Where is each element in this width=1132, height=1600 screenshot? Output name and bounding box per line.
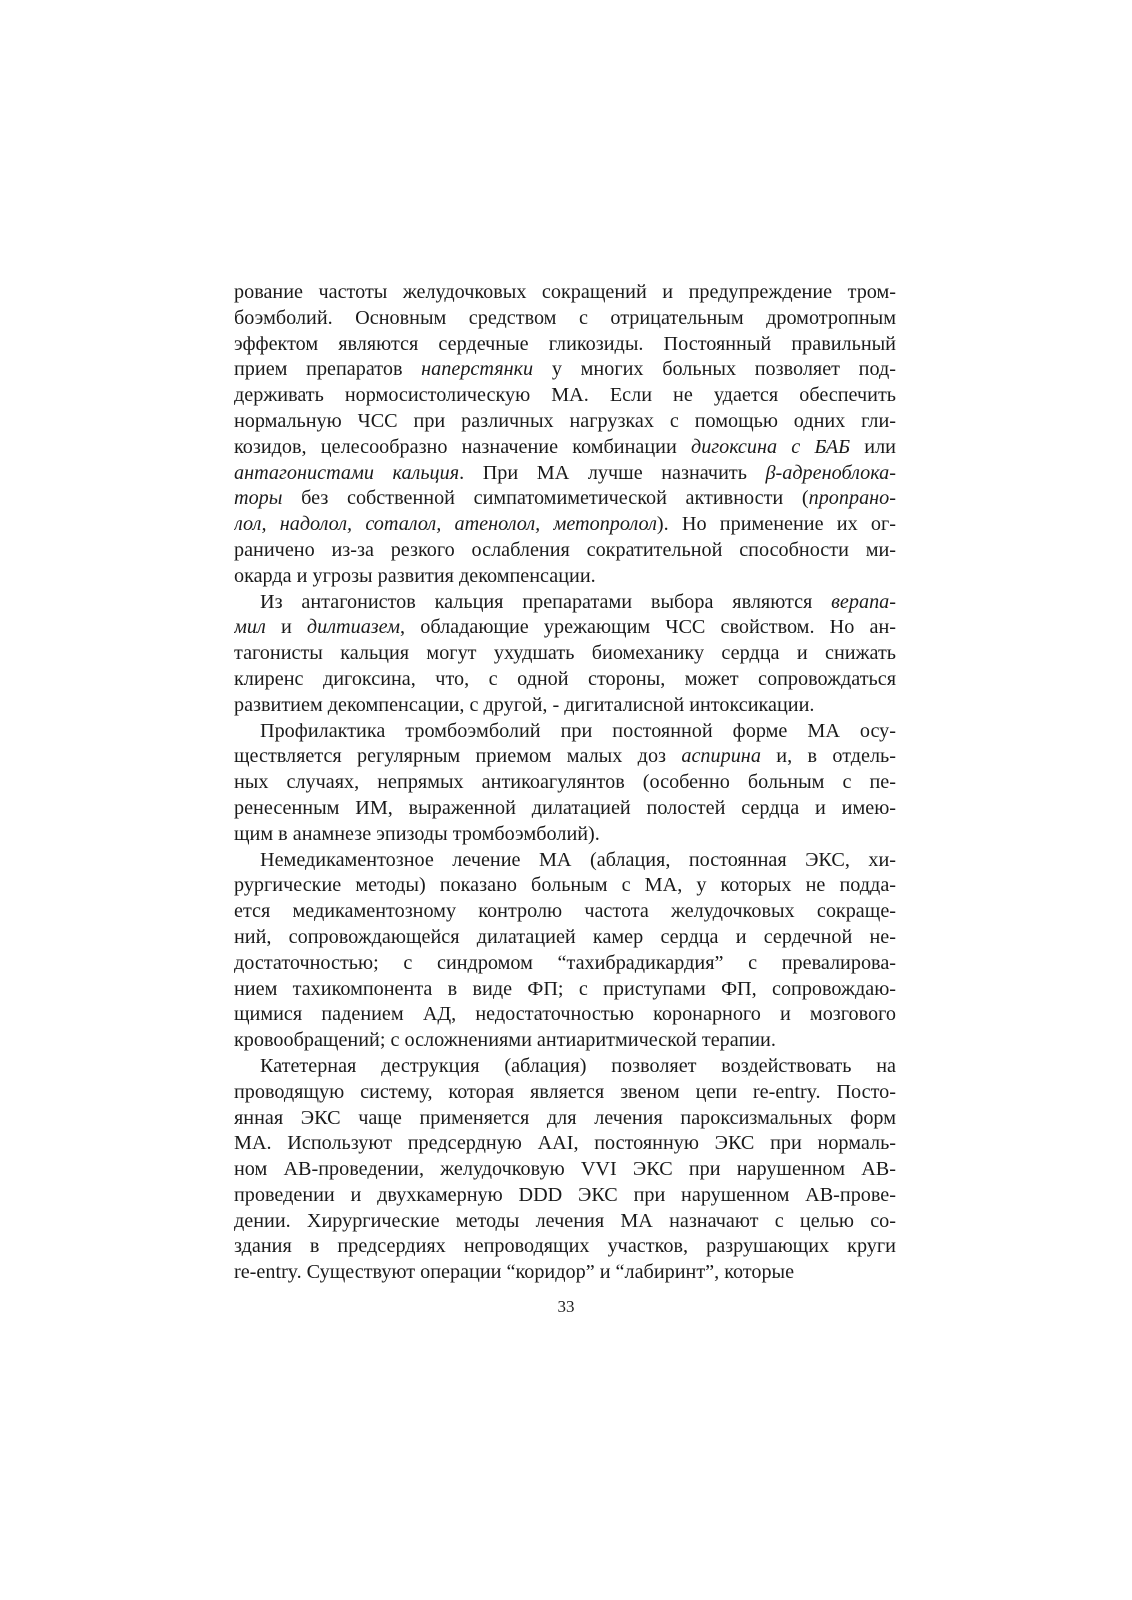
paragraph <box>234 848 896 1054</box>
text-run: щимися падением АД, недостаточностью коронарного и мозгового <box>234 1003 896 1026</box>
text-run: боэмболий. Основным средством с отрицательным дромотропным <box>234 306 896 329</box>
italic-term: пропрано- <box>808 487 896 510</box>
text-run: Катетерная деструкция (аблация) позволяет воздействовать на <box>260 1054 896 1077</box>
text-line <box>234 1131 896 1157</box>
text-run: нием тахикомпонента в виде ФП; с приступами ФП, сопровождаю- <box>234 977 896 1000</box>
text-run: , обладающие урежающим ЧСС свойством. Но ан- <box>400 616 896 639</box>
italic-term: β-адреноблока- <box>765 461 896 484</box>
text-run: Профилактика тромбоэмболий при постоянной форме МА осу- <box>260 719 896 742</box>
text-line <box>234 1234 896 1260</box>
text-line <box>234 641 896 667</box>
text-line <box>234 512 896 538</box>
text-run: ренесенным ИМ, выраженной дилатацией полостей сердца и имею- <box>234 796 896 819</box>
text-run: достаточностью; с синдромом “тахибрадикардия” с превалирова- <box>234 951 896 974</box>
text-line <box>234 1260 896 1286</box>
text-line <box>234 590 896 616</box>
text-line <box>234 873 896 899</box>
text-line <box>234 615 896 641</box>
text-line <box>234 1028 896 1054</box>
text-run: янная ЭКС чаще применяется для лечения пароксизмальных форм <box>234 1106 896 1129</box>
text-run: Из антагонистов кальция препаратами выбора являются <box>260 590 832 613</box>
text-run: ется медикаментозному контролю частота желудочковых сокраще- <box>234 900 896 923</box>
text-line <box>234 925 896 951</box>
text-run: и, в отдель- <box>760 745 896 768</box>
text-line <box>234 332 896 358</box>
text-run: прием препаратов <box>234 358 422 381</box>
text-run: МА. Используют предсердную AAI, постоянную ЭКС при нормаль- <box>234 1132 896 1155</box>
text-line <box>234 280 896 306</box>
text-run: эффектом являются сердечные гликозиды. Постоянный правильный <box>234 332 896 355</box>
text-line <box>234 1106 896 1132</box>
text-line <box>234 435 896 461</box>
text-line <box>234 899 896 925</box>
text-run: или <box>850 435 896 458</box>
text-line <box>234 951 896 977</box>
text-line <box>234 667 896 693</box>
text-run: . При МА лучше назначить <box>459 461 766 484</box>
text-run: развитием декомпенсации, с другой, - дигиталисной интоксикации. <box>234 693 815 716</box>
text-run: тагонисты кальция могут ухудшать биомеханику сердца и снижать <box>234 642 896 665</box>
text-line <box>234 1054 896 1080</box>
paragraph <box>234 590 896 719</box>
text-run: клиренс дигоксина, что, с одной стороны, может сопровождаться <box>234 667 896 690</box>
paragraph <box>234 719 896 848</box>
text-line <box>234 357 896 383</box>
paragraph <box>234 1054 896 1286</box>
text-run: ). Но применение их ог- <box>656 513 896 536</box>
text-run: ном АВ-проведении, желудочковую VVI ЭКС при нарушенном АВ- <box>234 1158 896 1181</box>
text-run: кровообращений; с осложнениями антиаритмической терапии. <box>234 1029 776 1052</box>
text-run: re-entry. Существуют операции “коридор” и “лабиринт”, которые <box>234 1261 795 1284</box>
page-number: 33 <box>557 1297 575 1316</box>
italic-term: аспирина <box>681 745 761 768</box>
text-line <box>234 1080 896 1106</box>
text-line <box>234 461 896 487</box>
text-run: Немедикаментозное лечение МА (аблация, постоянная ЭКС, хи- <box>260 848 896 871</box>
text-run: ных случаях, непрямых антикоагулянтов (особенно больным с пе- <box>234 771 896 794</box>
text-line <box>234 486 896 512</box>
text-line <box>234 1209 896 1235</box>
italic-term: антагонистами кальция <box>234 461 460 484</box>
paragraph <box>234 280 896 590</box>
text-line <box>234 306 896 332</box>
italic-term: мил <box>234 616 266 639</box>
text-line <box>234 564 896 590</box>
text-run: окарда и угрозы развития декомпенсации. <box>234 564 596 587</box>
text-line <box>234 719 896 745</box>
text-run: ществляется регулярным приемом малых доз <box>234 745 682 768</box>
italic-term: дилтиазем <box>306 616 401 639</box>
text-line <box>234 822 896 848</box>
text-line <box>234 383 896 409</box>
text-run: козидов, целесообразно назначение комбинации <box>234 435 691 458</box>
text-run: и <box>265 616 307 639</box>
italic-term: лол, надолол, соталол, атенолол, метопролол <box>234 513 657 536</box>
text-run: рургические методы) показано больным с МА, у которых не подда- <box>234 874 896 897</box>
text-run: ний, сопровождающейся дилатацией камер сердца и сердечной не- <box>234 925 896 948</box>
text-run: дении. Хирургические методы лечения МА назначают с целью со- <box>234 1209 896 1232</box>
text-line <box>234 1183 896 1209</box>
text-line <box>234 848 896 874</box>
text-run: нормальную ЧСС при различных нагрузках с помощью одних гли- <box>234 409 896 432</box>
text-line <box>234 693 896 719</box>
text-run: проведении и двухкамерную DDD ЭКС при нарушенном АВ-прове- <box>234 1183 896 1206</box>
text-run: щим в анамнезе эпизоды тромбоэмболий). <box>234 822 600 845</box>
italic-term: дигоксина с БАБ <box>690 435 851 458</box>
text-run: раничено из-за резкого ослабления сократительной способности ми- <box>234 538 896 561</box>
text-run: без собственной симпатомиметической активности ( <box>282 487 809 510</box>
text-line <box>234 409 896 435</box>
text-run: рование частоты желудочковых сокращений и предупреждение тром- <box>234 281 896 303</box>
body-text <box>234 280 896 1286</box>
text-run: здания в предсердиях непроводящих участков, разрушающих круги <box>234 1235 896 1258</box>
text-line <box>234 1002 896 1028</box>
text-line <box>234 1157 896 1183</box>
text-line <box>234 538 896 564</box>
text-line <box>234 744 896 770</box>
italic-term: наперстянки <box>421 358 534 381</box>
italic-term: верапа- <box>831 590 896 613</box>
text-run: у многих больных позволяет под- <box>533 358 896 381</box>
italic-term: торы <box>234 487 283 510</box>
text-run: проводящую систему, которая является звеном цепи re-entry. Посто- <box>234 1080 896 1103</box>
text-line <box>234 977 896 1003</box>
text-line <box>234 796 896 822</box>
text-line <box>234 770 896 796</box>
text-run: держивать нормосистолическую МА. Если не удается обеспечить <box>234 384 896 407</box>
